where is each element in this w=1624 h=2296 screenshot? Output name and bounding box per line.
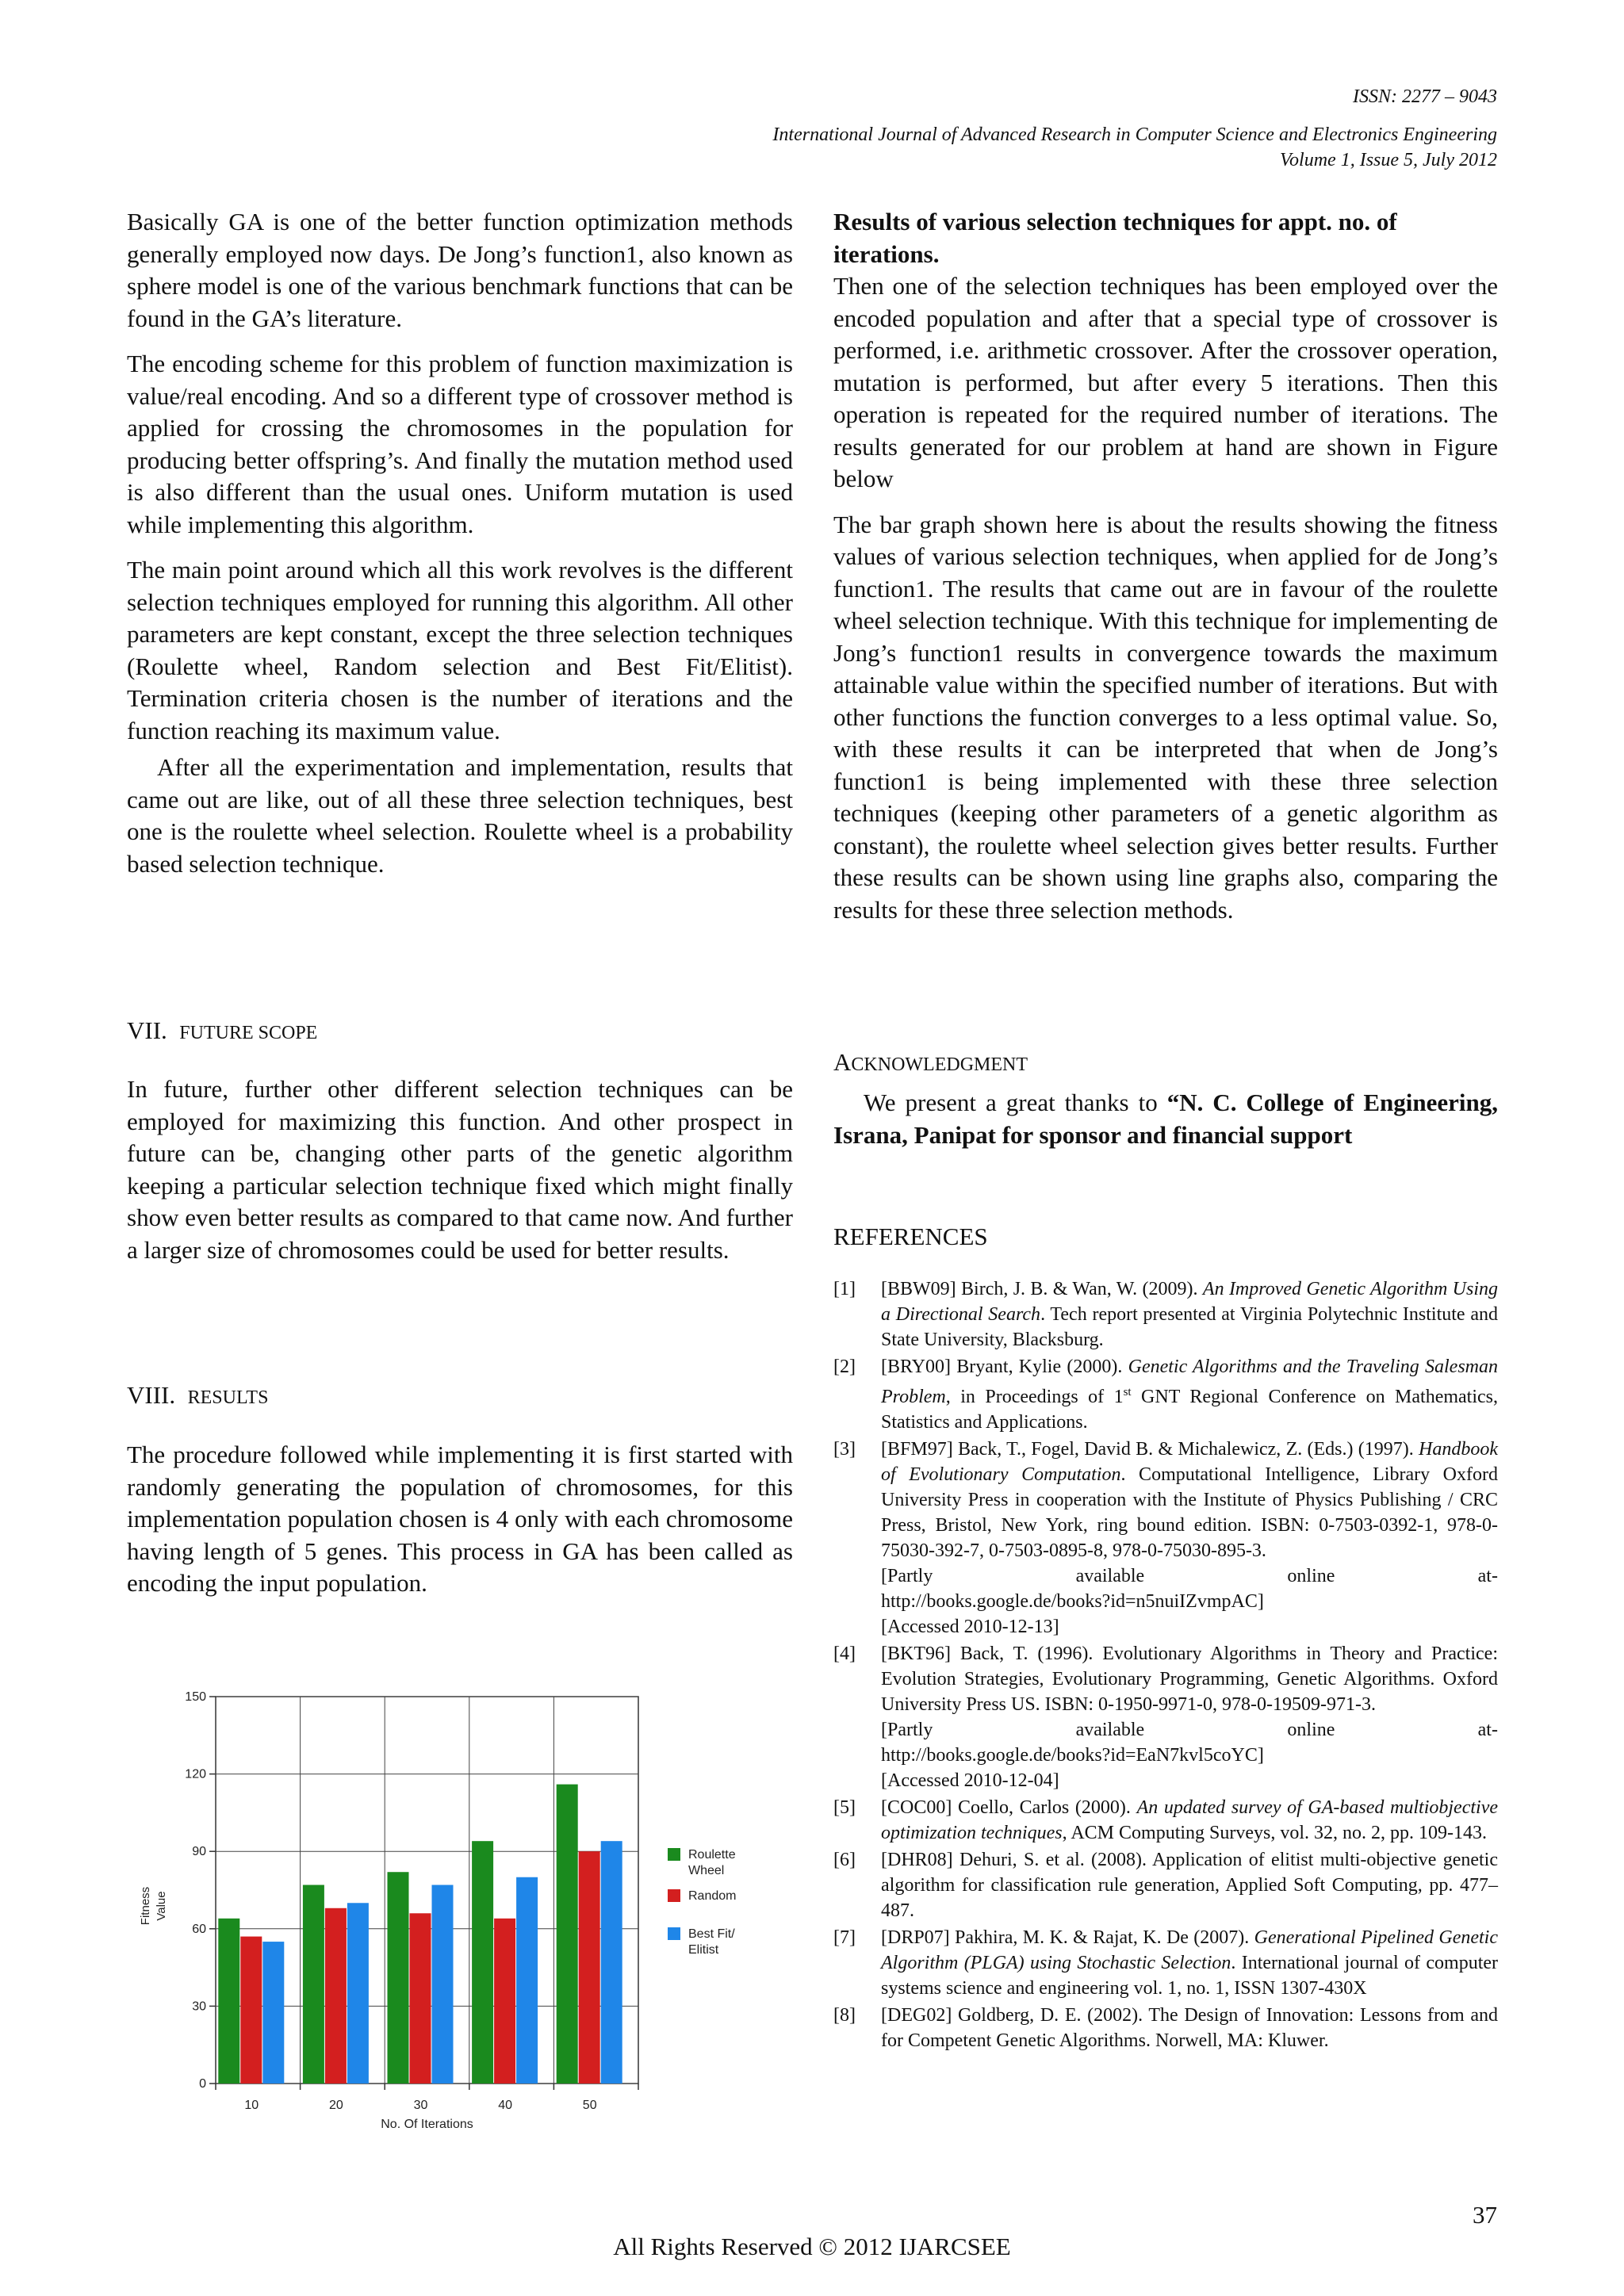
bar-random <box>410 1913 431 2084</box>
paragraph: After all the experimentation and implementation, results that came out are like, out of all these three selection techniques, best one is the roulette wheel selection. Roulette wheel is a probability based selection technique. <box>127 753 793 878</box>
reference-availability <box>881 1563 1498 1589</box>
x-tick-label: 20 <box>329 2099 343 2112</box>
reference-superscript: st <box>1123 1386 1132 1399</box>
reference-text <box>881 1357 1498 1433</box>
references-heading <box>833 1221 1498 1267</box>
paragraph: In future, further other different selection techniques can be employed for maximizing this function. And other prospect in future can be, changing other parts of the genetic algorithm keeping a particular selection technique fixed which might finally show even better results as compared to that came now. And further a larger size of chromosomes could be used for better results. <box>127 1075 793 1264</box>
reference-title: Generational Pipelined Genetic Algorithm (PLGA) using Stochastic Selection <box>881 1927 1498 1973</box>
page-header <box>772 84 1497 173</box>
section-number: VIII. <box>127 1381 176 1409</box>
reference-accessed: [Accessed 2010-12-04] <box>881 1770 1059 1791</box>
reference-text <box>881 1850 1498 1921</box>
reference-item <box>833 1795 1498 1846</box>
fitness-bar-chart <box>127 1671 777 2131</box>
bar-random <box>325 1908 347 2084</box>
reference-number: [8] <box>833 2005 856 2026</box>
ack-initial: A <box>833 1048 852 1076</box>
bar-random <box>494 1919 515 2084</box>
paragraph: The procedure followed while implementing it is first started with randomly generating the population of chromosomes, for this implementation population chosen is 4 only with each chromosome having length of 5 genes. This process in GA has been called as encoding the input population. <box>127 1441 793 1597</box>
availability-word: [Partly <box>881 1566 933 1586</box>
volume-info: Volume 1, Issue 5, July 2012 <box>1280 150 1497 170</box>
bar-best-fit-elitist <box>516 1877 538 2084</box>
reference-item <box>833 1354 1498 1435</box>
reference-item <box>833 1925 1498 2001</box>
x-tick-label: 30 <box>413 2099 428 2112</box>
paragraph: The bar graph shown here is about the results showing the fitness values of various selection techniques, when applied for de Jong’s function1. The results that came out are in favour of the roulette wheel selection technique. With this technique for implementing de Jong’s function1 results in convergence towards the maximum attainable value within the specified number of iterations. But with other functions the function converges to a less optimal value. So, with these results it can be interpreted that when de Jong’s function1 is being implemented with these three selection techniques (keeping other parameters of a genetic algorithm as constant), the roulette wheel selection gives better results. Further these results can be shown using line graphs also, comparing the results for these three selection methods. <box>833 510 1498 924</box>
section-heading-future-scope <box>127 1015 793 1063</box>
section-heading-results <box>127 1380 793 1428</box>
availability-word: online <box>1287 1720 1335 1740</box>
bar-roulette-wheel <box>388 1872 409 2084</box>
issn: ISSN: 2277 – 9043 <box>1353 86 1497 107</box>
subsection-heading: Results of various selection techniques for appt. no. of iterations. <box>833 208 1397 268</box>
bar-roulette-wheel <box>303 1885 324 2084</box>
reference-citation: [DRP07] Pakhira, M. K. & Rajat, K. De (2007). <box>881 1927 1254 1948</box>
reference-item <box>833 1641 1498 1793</box>
section-number: VII. <box>127 1016 167 1044</box>
reference-citation: [BBW09] Birch, J. B. & Wan, W. (2009). <box>881 1279 1203 1299</box>
reference-number: [5] <box>833 1797 856 1818</box>
reference-item <box>833 1847 1498 1923</box>
journal-name: International Journal of Advanced Research in Computer Science and Electronics Engineering <box>772 124 1497 145</box>
y-tick-label: 90 <box>192 1845 206 1859</box>
legend-swatch <box>668 1889 680 1902</box>
reference-title: An Improved Genetic Algorithm Using a Directional Search <box>881 1279 1498 1325</box>
legend-label: Wheel <box>688 1864 725 1877</box>
legend-label: Best Fit/ <box>688 1927 735 1941</box>
reference-number: [1] <box>833 1279 856 1299</box>
reference-item <box>833 2003 1498 2053</box>
acknowledgment-text <box>833 1087 1498 1165</box>
reference-title: Genetic Algorithms and the Traveling Salesman Problem <box>881 1357 1498 1407</box>
availability-word: at- <box>1477 1720 1498 1740</box>
legend-label: Elitist <box>688 1943 719 1957</box>
results-text <box>127 1439 793 1613</box>
bar-roulette-wheel <box>218 1919 239 2084</box>
reference-number: [4] <box>833 1644 856 1664</box>
reference-text <box>881 1644 1498 1715</box>
reference-number: [2] <box>833 1357 856 1377</box>
ack-title-rest: CKNOWLEDGMENT <box>851 1054 1028 1075</box>
reference-item <box>833 1437 1498 1640</box>
chart-svg <box>127 1671 777 2131</box>
references-title: REFERENCES <box>833 1223 988 1250</box>
left-column <box>127 206 793 894</box>
reference-url: http://books.google.de/books?id=n5nuiIZvmpAC] <box>881 1591 1264 1612</box>
reference-availability <box>881 1717 1498 1743</box>
section-title: FUTURE SCOPE <box>179 1023 318 1043</box>
future-scope-text <box>127 1073 793 1280</box>
legend-swatch <box>668 1848 680 1861</box>
bar-best-fit-elitist <box>601 1841 622 2084</box>
legend-label: Roulette <box>688 1848 736 1862</box>
references-list <box>833 1276 1498 2055</box>
reference-citation-cont: , ACM Computing Surveys, vol. 32, no. 2, pp. 109-143. <box>1062 1823 1488 1843</box>
y-tick-label: 30 <box>192 1999 206 2014</box>
ack-plain: We present a great thanks to <box>864 1089 1167 1116</box>
reference-citation-cont: . Computational Intelligence, Library Oxford University Press in cooperation with the Institute of Physics Publishing / CRC Press, Bristol, New York, ring bound edition. ISBN: 0-7503-0392-1, 978-0-75030-392-7, 0-7503-0895-8, 978-0-75030-895-3. <box>881 1464 1498 1561</box>
paragraph: The main point around which all this work revolves is the different selection techniques employed for running this algorithm. All other parameters are kept constant, except the three selection techniques (Roulette wheel, Random selection and Best Fit/Elitist). Termination criteria chosen is the number of iterations and the function reaching its maximum value. <box>127 556 793 744</box>
reference-accessed: [Accessed 2010-12-13] <box>881 1617 1059 1637</box>
reference-citation-end: GNT Regional Conference on Mathematics, Statistics and Applications. <box>881 1387 1498 1433</box>
y-tick-label: 60 <box>192 1922 206 1936</box>
page-number: 37 <box>1473 2201 1497 2229</box>
bar-best-fit-elitist <box>432 1885 454 2084</box>
ack-bold: “N. C. College of Engineering, Israna, Panipat for sponsor and financial support <box>833 1089 1498 1149</box>
reference-title: Handbook of Evolutionary Computation <box>881 1439 1498 1485</box>
paragraph: Basically GA is one of the better function optimization methods generally employed now days. De Jong’s function1, also known as sphere model is one of the various benchmark functions that can be found in the GA’s literature. <box>127 208 793 332</box>
reference-title: An updated survey of GA-based multiobjective optimization techniques <box>881 1797 1498 1843</box>
paragraph: The encoding scheme for this problem of function maximization is value/real encoding. And so a different type of crossover method is applied for crossing the chromosomes in the population for producing better offspring’s. And finally the mutation method used is also different than the usual ones. Uniform mutation is used while implementing this algorithm. <box>127 350 793 538</box>
y-axis-label: Fitness <box>139 1886 152 1926</box>
availability-word: [Partly <box>881 1720 933 1740</box>
bar-best-fit-elitist <box>347 1903 369 2084</box>
bar-roulette-wheel <box>557 1785 578 2084</box>
x-tick-label: 50 <box>582 2099 597 2112</box>
x-axis-label: No. Of Iterations <box>381 2118 473 2131</box>
y-tick-label: 120 <box>185 1767 206 1781</box>
legend-swatch <box>668 1927 680 1940</box>
reference-text <box>881 2005 1498 2051</box>
availability-word: available <box>1075 1566 1145 1586</box>
paragraph: Then one of the selection techniques has been employed over the encoded population and after that a special type of crossover is performed, i.e. arithmetic crossover. After the crossover operation, mutation is performed, but after every 5 iterations. Then this operation is repeated for the required number of iterations. The results generated for our problem at hand are shown in Figure below <box>833 272 1498 492</box>
paragraph <box>833 1087 1498 1151</box>
reference-url: http://books.google.de/books?id=EaN7kvl5coYC] <box>881 1745 1264 1766</box>
bar-roulette-wheel <box>472 1841 493 2084</box>
footer-copyright: All Rights Reserved © 2012 IJARCSEE <box>613 2233 1011 2260</box>
availability-word: available <box>1075 1720 1145 1740</box>
reference-citation: [BRY00] Bryant, Kylie (2000). <box>881 1357 1128 1377</box>
section-title: RESULTS <box>187 1387 269 1408</box>
reference-citation: [BFM97] Back, T., Fogel, David B. & Michalewicz, Z. (Eds.) (1997). <box>881 1439 1419 1460</box>
reference-citation-cont: , in Proceedings of 1 <box>945 1387 1124 1407</box>
reference-citation-cont: . Tech report presented at Virginia Polytechnic Institute and State University, Blacksburg. <box>881 1304 1498 1350</box>
reference-citation: [COC00] Coello, Carlos (2000). <box>881 1797 1137 1818</box>
reference-item <box>833 1276 1498 1353</box>
bar-random <box>240 1937 262 2084</box>
x-tick-label: 10 <box>244 2099 259 2112</box>
reference-text <box>881 1927 1498 1999</box>
reference-citation: [BKT96] Back, T. (1996). Evolutionary Algorithms in Theory and Practice: Evolution Strategies, Evolutionary Programming, Genetic Algorithms. Oxford University Press US. ISBN: 0-1950-9971-0, 978-0-19509-971-3. <box>881 1644 1498 1715</box>
reference-text <box>881 1279 1498 1350</box>
reference-citation: [DEG02] Goldberg, D. E. (2002). The Design of Innovation: Lessons from and for Competent Genetic Algorithms. Norwell, MA: Kluwer. <box>881 2005 1498 2051</box>
availability-word: at- <box>1477 1566 1498 1586</box>
bar-random <box>579 1851 600 2084</box>
y-axis-label: Value <box>155 1891 168 1921</box>
reference-number: [7] <box>833 1927 856 1948</box>
bar-best-fit-elitist <box>262 1942 284 2084</box>
y-tick-label: 150 <box>185 1690 206 1704</box>
reference-citation-cont: . International journal of computer systems science and engineering vol. 1, no. 1, ISSN 1307-430X <box>881 1953 1498 1999</box>
y-tick-label: 0 <box>199 2077 206 2091</box>
reference-text <box>881 1439 1498 1561</box>
right-column <box>833 206 1498 939</box>
reference-text <box>881 1797 1498 1843</box>
x-tick-label: 40 <box>498 2099 512 2112</box>
reference-citation: [DHR08] Dehuri, S. et al. (2008). Application of elitist multi-objective genetic algorithm for classification rule generation, Applied Soft Computing, pp. 477–487. <box>881 1850 1498 1921</box>
availability-word: online <box>1287 1566 1335 1586</box>
legend-label: Random <box>688 1889 737 1903</box>
reference-number: [6] <box>833 1850 856 1870</box>
reference-number: [3] <box>833 1439 856 1460</box>
